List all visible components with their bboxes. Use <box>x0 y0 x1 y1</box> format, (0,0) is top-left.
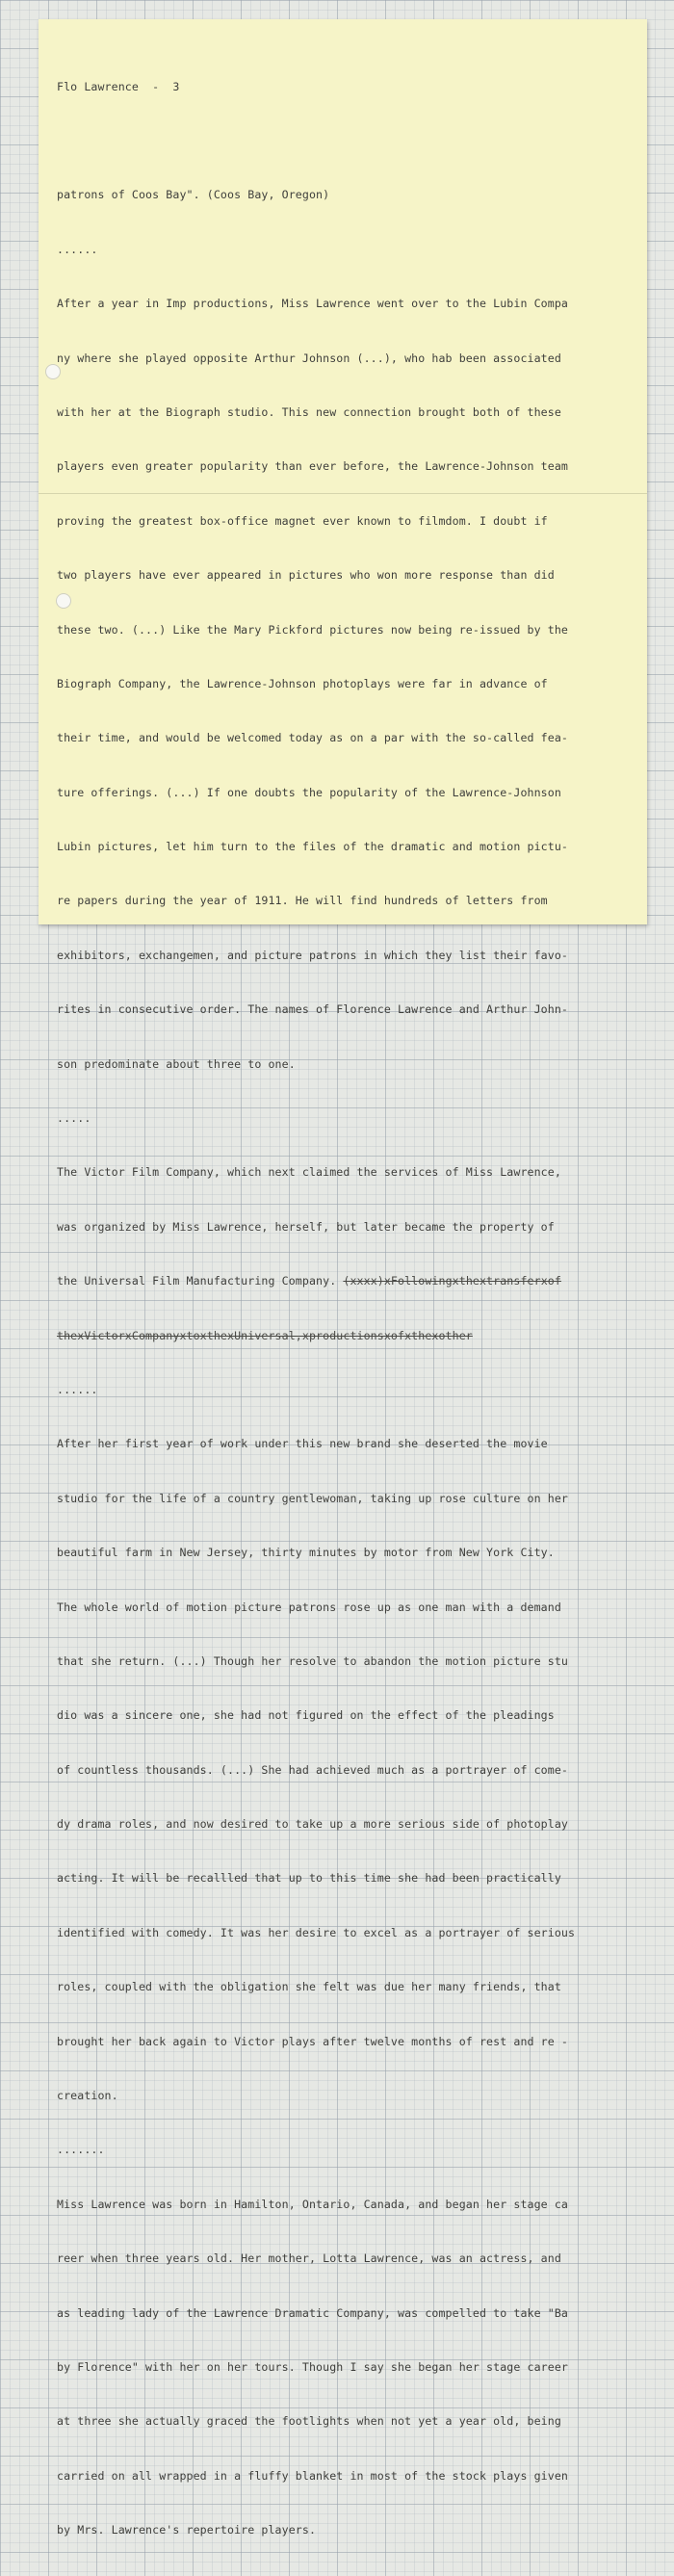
text-line: creation. <box>57 2089 118 2103</box>
page-text <box>57 41 575 2576</box>
text-line: After a year in Imp productions, Miss Lawrence went over to the Lubin Compa <box>57 297 569 311</box>
text-line: these two. (...) Like the Mary Pickford pictures now being re-issued by the <box>57 622 569 637</box>
text-line: two players have ever appeared in pictures who won more response than did <box>57 568 555 583</box>
text-line: identified with comedy. It was her desire to excel as a portrayer of serious <box>57 1925 576 1939</box>
text-line: dio was a sincere one, she had not figured on the effect of the pleadings <box>57 1708 555 1723</box>
text-line: ....... <box>57 2143 105 2157</box>
text-line: at three she actually graced the footlights when not yet a year old, being <box>57 2414 561 2429</box>
text-line: Biograph Company, the Lawrence-Johnson photoplays were far in advance of <box>57 676 548 690</box>
text-line: re papers during the year of 1911. He will find hundreds of letters from <box>57 894 548 908</box>
text-line: ...... <box>57 1382 98 1396</box>
text-line: players even greater popularity than ever before, the Lawrence-Johnson team <box>57 459 569 474</box>
text-line: roles, coupled with the obligation she felt was due her many friends, that <box>57 1980 561 1994</box>
text-line: ..... <box>57 1111 91 1126</box>
text-line: as leading lady of the Lawrence Dramatic Company, was compelled to take "Ba <box>57 2305 569 2320</box>
text-line: rites in consecutive order. The names of Florence Lawrence and Arthur John- <box>57 1002 569 1017</box>
text-line: reer when three years old. Her mother, Lotta Lawrence, was an actress, and <box>57 2251 561 2266</box>
text-line-with-strikeout <box>57 1272 575 1290</box>
struck-out-line <box>57 1327 575 1345</box>
text-line: dy drama roles, and now desired to take up a more serious side of photoplay <box>57 1817 569 1832</box>
text-line: carried on all wrapped in a fluffy blanket in most of the stock plays given <box>57 2468 569 2483</box>
text-line: of countless thousands. (...) She had achieved much as a portrayer of come- <box>57 1762 569 1777</box>
text-line: proving the greatest box-office magnet ever known to filmdom. I doubt if <box>57 513 548 528</box>
text-line: their time, and would be welcomed today as on a par with the so-called fea- <box>57 731 569 745</box>
text-line: The Victor Film Company, which next claimed the services of Miss Lawrence, <box>57 1165 561 1180</box>
text-line: ny where she played opposite Arthur Johnson (...), who hab been associated <box>57 351 561 365</box>
text-line: ture offerings. (...) If one doubts the popularity of the Lawrence-Johnson <box>57 785 561 799</box>
text-line: by Florence" with her on her tours. Though I say she began her stage career <box>57 2360 569 2374</box>
text-line: After her first year of work under this new brand she deserted the movie <box>57 1437 548 1451</box>
text-line: acting. It will be recallled that up to this time she had been practically <box>57 1871 561 1886</box>
text-line: Lubin pictures, let him turn to the files of the dramatic and motion pictu- <box>57 840 569 854</box>
text-line: that she return. (...) Though her resolve to abandon the motion picture stu <box>57 1653 569 1668</box>
text-line: brought her back again to Victor plays after twelve months of rest and re - <box>57 2034 569 2048</box>
text-line: exhibitors, exchangemen, and picture patrons in which they list their favo- <box>57 948 569 962</box>
text-line: ...... <box>57 242 98 256</box>
struck-out-text: thexVictorxCompanyxtoxthexUniversal,xproductionsxofxthexother <box>57 1328 473 1342</box>
text-line: was organized by Miss Lawrence, herself, but later became the property of <box>57 1219 555 1234</box>
text-line: beautiful farm in New Jersey, thirty minutes by motor from New York City. <box>57 1546 555 1560</box>
text-line: with her at the Biograph studio. This new connection brought both of these <box>57 404 561 419</box>
text-line <box>57 132 575 150</box>
text-line: patrons of Coos Bay". (Coos Bay, Oregon) <box>57 188 330 202</box>
text-line: studio for the life of a country gentlewoman, taking up rose culture on her <box>57 1491 569 1505</box>
page-header: Flo Lawrence - 3 <box>57 79 180 93</box>
text-line: Miss Lawrence was born in Hamilton, Ontario, Canada, and began her stage ca <box>57 2197 569 2211</box>
text-line: by Mrs. Lawrence's repertoire players. <box>57 2523 317 2537</box>
text-line: son predominate about three to one. <box>57 1056 296 1071</box>
text-segment: the Universal Film Manufacturing Company. <box>57 1274 344 1288</box>
typewritten-page <box>39 19 647 2537</box>
text-line: The whole world of motion picture patrons rose up as one man with a demand <box>57 1600 561 1614</box>
struck-out-text: (xxxx)xFollowingxthextransferxof <box>343 1274 561 1288</box>
